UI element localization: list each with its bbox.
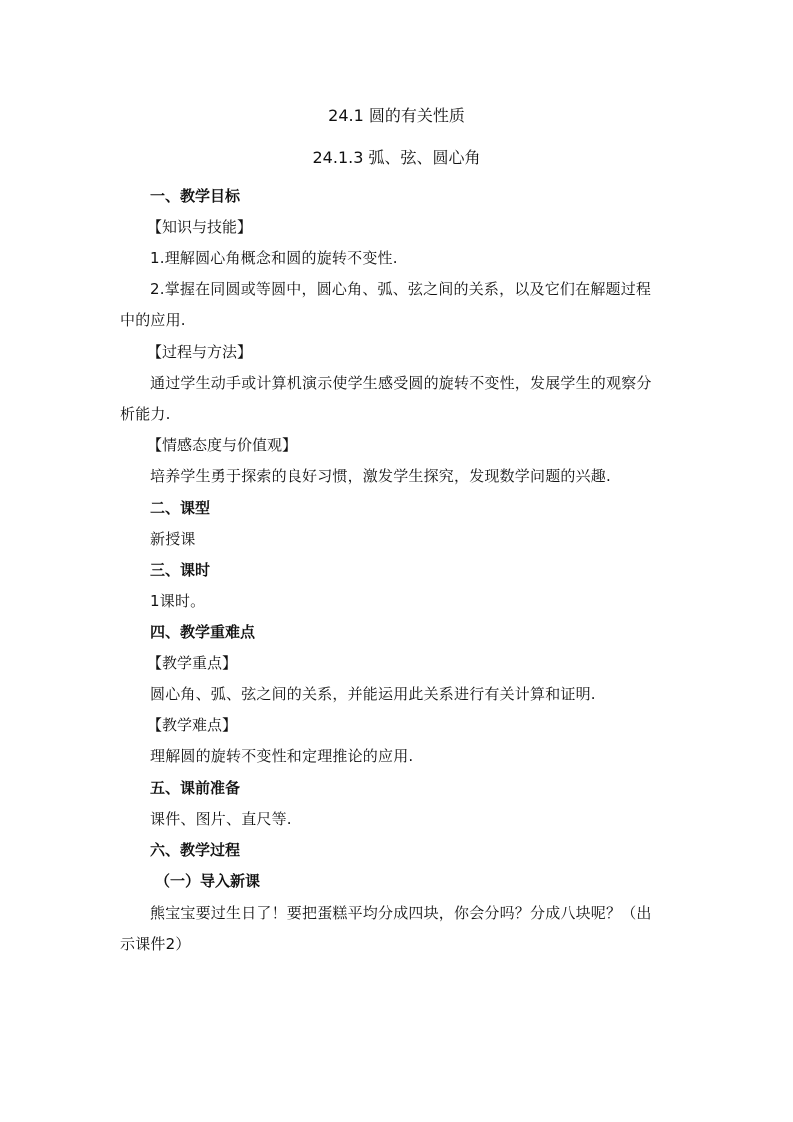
section-heading-teaching-process: 六、教学过程 — [150, 841, 241, 859]
subsection-heading-process-method: 【过程与方法】 — [147, 343, 253, 361]
duration-text: 1课时。 — [150, 592, 206, 610]
lesson-type-text: 新授课 — [150, 530, 196, 548]
subsection-heading-introduction: （一）导入新课 — [155, 872, 261, 890]
focus-text: 圆心角、弧、弦之间的关系，并能运用此关系进行有关计算和证明. — [150, 685, 596, 703]
introduction-line-2: 示课件2） — [120, 935, 191, 953]
document-subtitle: 24.1.3 弧、弦、圆心角 — [312, 148, 481, 167]
introduction-line-1: 熊宝宝要过生日了！要把蛋糕平均分成四块，你会分吗？分成八块呢？（出 — [150, 904, 652, 922]
subsection-heading-focus: 【教学重点】 — [147, 654, 238, 672]
knowledge-item-2-line-2: 中的应用. — [120, 311, 186, 329]
section-heading-lesson-type: 二、课型 — [150, 499, 211, 517]
process-method-line-1: 通过学生动手或计算机演示使学生感受圆的旋转不变性，发展学生的观察分 — [150, 374, 652, 392]
emotion-text: 培养学生勇于探索的良好习惯，激发学生探究，发现数学问题的兴趣. — [150, 467, 611, 485]
document-title: 24.1 圆的有关性质 — [328, 106, 465, 125]
process-method-line-2: 析能力. — [120, 405, 171, 423]
subsection-heading-emotion: 【情感态度与价值观】 — [147, 436, 298, 454]
difficulty-text: 理解圆的旋转不变性和定理推论的应用. — [150, 747, 414, 765]
knowledge-item-2-line-1: 2.掌握在同圆或等圆中，圆心角、弧、弦之间的关系，以及它们在解题过程 — [150, 280, 652, 298]
section-heading-preparation: 五、课前准备 — [150, 779, 241, 797]
section-heading-objectives: 一、教学目标 — [150, 187, 241, 205]
subsection-heading-difficulty: 【教学难点】 — [147, 716, 238, 734]
subsection-heading-knowledge: 【知识与技能】 — [147, 218, 253, 236]
section-heading-duration: 三、课时 — [150, 561, 211, 579]
section-heading-key-points: 四、教学重难点 — [150, 623, 256, 641]
preparation-text: 课件、图片、直尺等. — [150, 810, 292, 828]
knowledge-item-1: 1.理解圆心角概念和圆的旋转不变性. — [150, 249, 398, 267]
